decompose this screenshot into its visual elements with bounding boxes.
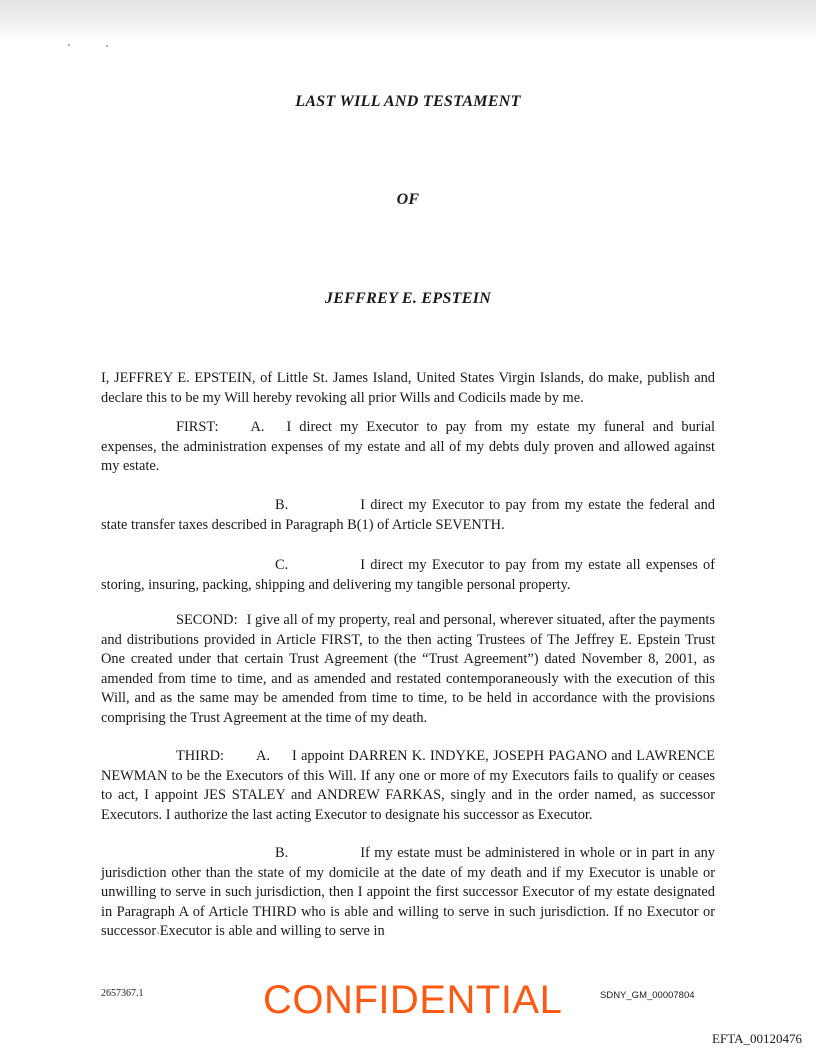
- second-text: I give all of my property, real and personal, wherever situated, after the payments and distributions provided in Article FIRST, to the then acting Trustees of The Jeffrey E. Epstein Trust One created under that certain Trust Agreement (the “Trust Agreement”) dated November 8, 2001, as amended from time to time, and as amended and restated contemporaneously with the execution of this Will, and as the same may be amended from time to time, to be held in accordance with the provisions comprising the Trust Agreement at the time of my death.: [101, 612, 715, 726]
- third-a-text: I appoint DARREN K. INDYKE, JOSEPH PAGANO and LAWRENCE NEWMAN to be the Executors of this Will. If any one or more of my Executors fails to qualify or ceases to act, I appoint JES STALEY and ANDREW FARKAS, singly and in the order named, as successor Executors. I authorize the last acting Executor to designate his successor as Executor.: [101, 748, 715, 823]
- first-a-text: I direct my Executor to pay from my estate my funeral and burial expenses, the administration expenses of my estate and all of my debts duly proven and allowed against my estate.: [101, 419, 715, 475]
- first-b-text: I direct my Executor to pay from my estate the federal and state transfer taxes described in Paragraph B(1) of Article SEVENTH.: [101, 497, 715, 533]
- third-b-text: If my estate must be administered in whole or in part in any jurisdiction other than the state of my domicile at the date of my death and if my Executor is unable or unwilling to serve in such jurisdiction, then I appoint the first successor Executor of my estate designated in Paragraph A of Article THIRD who is able and willing to serve in such jurisdiction. If no Executor or successor Executor is able and willing to serve in: [101, 845, 715, 940]
- scan-speck: [106, 45, 108, 47]
- intro-paragraph: [101, 369, 715, 408]
- article-third-b: [101, 844, 715, 942]
- will-title: LAST WILL AND TESTAMENT: [295, 93, 521, 110]
- scan-artifact-band: [0, 0, 816, 40]
- article-third-a: [101, 747, 715, 825]
- scan-speck: [68, 44, 70, 46]
- paragraph-c-label: C.: [275, 557, 289, 573]
- title-of: OF: [396, 191, 420, 208]
- efta-number: EFTA_00120476: [712, 1031, 802, 1046]
- paragraph-a-label: A.: [250, 419, 265, 435]
- paragraph-a-label: A.: [255, 748, 270, 764]
- article-second-label: SECOND:: [176, 612, 238, 628]
- article-second: [101, 611, 715, 729]
- article-first-label: FIRST:: [176, 419, 219, 435]
- first-c-text: I direct my Executor to pay from my estate all expenses of storing, insuring, packing, shipping and delivering my tangible personal property.: [101, 557, 715, 593]
- article-first-c: [101, 556, 715, 595]
- article-third-label: THIRD:: [176, 748, 224, 764]
- testator-name: JEFFREY E. EPSTEIN: [324, 290, 492, 307]
- bates-number: SDNY_GM_00007804: [600, 990, 695, 1001]
- article-first-a: [101, 418, 715, 477]
- intro-text: I, JEFFREY E. EPSTEIN, of Little St. James Island, United States Virgin Islands, do make, publish and declare this to be my Will hereby revoking all prior Wills and Codicils made by me.: [101, 370, 715, 406]
- confidential-stamp: CONFIDENTIAL: [263, 978, 563, 1022]
- document-number: 2657367.1: [101, 988, 144, 999]
- paragraph-b-label: B.: [275, 497, 289, 513]
- paragraph-b-label: B.: [275, 845, 289, 861]
- article-first-b: [101, 496, 715, 535]
